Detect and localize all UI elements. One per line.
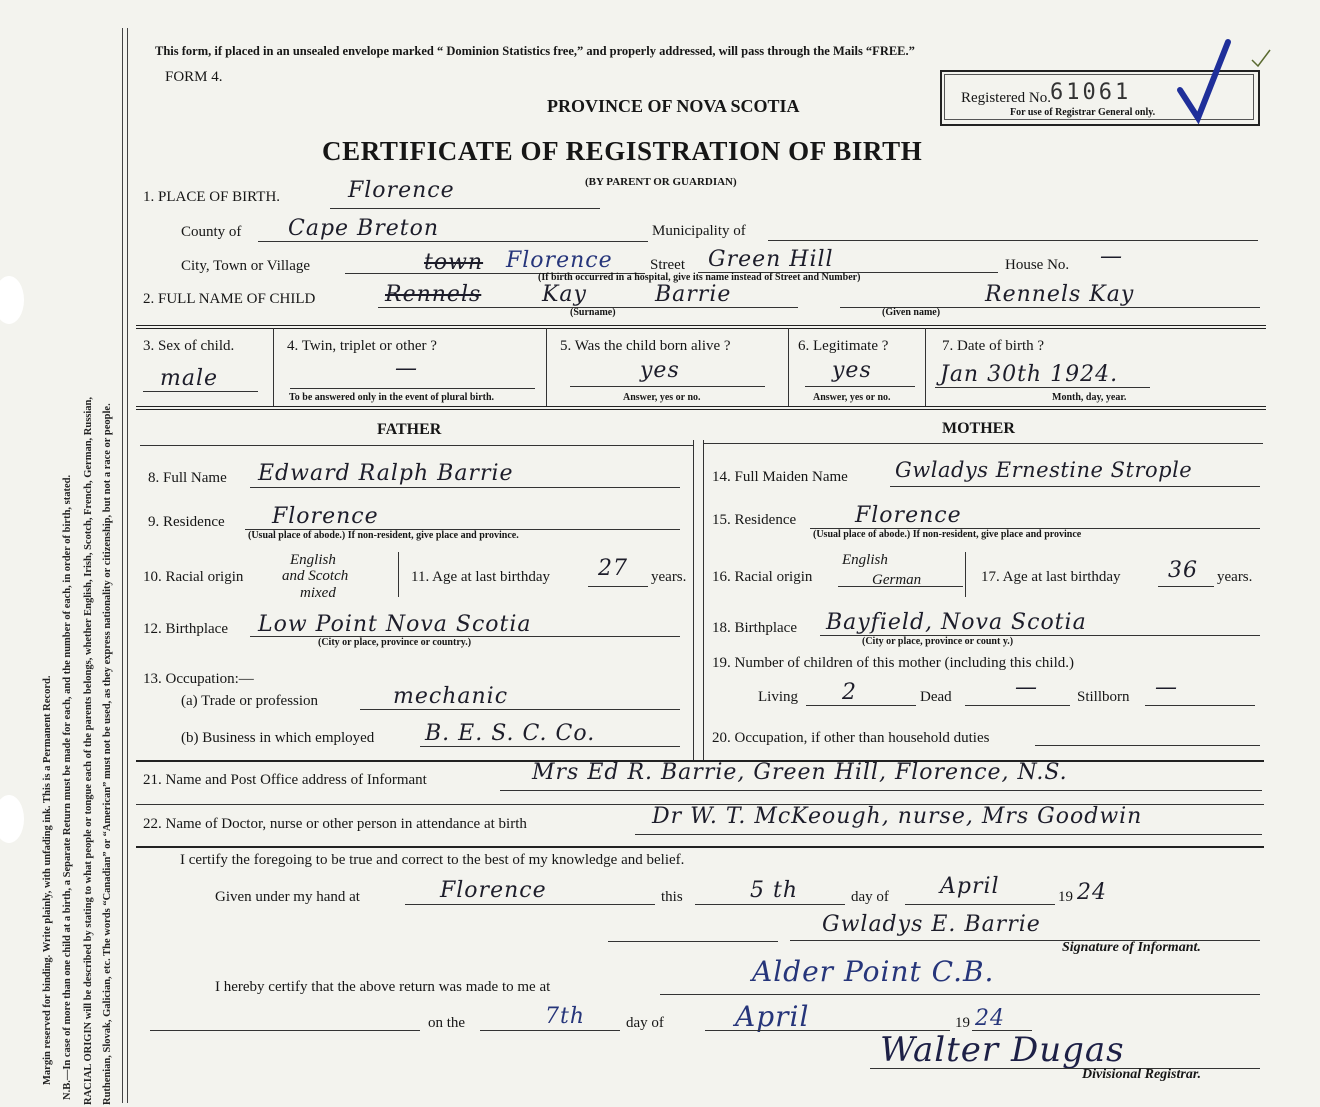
father-birthplace-note: (City or place, province or country.) (318, 637, 472, 648)
twin-label: 4. Twin, triplet or other ? (287, 338, 437, 354)
house-label: House No. (1005, 257, 1070, 273)
given-month: April (940, 874, 1000, 899)
place-of-birth-label: 1. PLACE OF BIRTH. (143, 189, 281, 205)
margin-line-inner (127, 28, 128, 1103)
mother-name-value: Gwladys Ernestine Strople (895, 458, 1193, 482)
registrar-signature: Walter Dugas (880, 1030, 1125, 1070)
informant-signature-label: Signature of Informant. (1062, 940, 1201, 955)
mother-name-label: 14. Full Maiden Name (712, 469, 848, 485)
date-value: Jan 30th 1924. (940, 362, 1119, 387)
dead-label: Dead (920, 689, 952, 705)
alive-note: Answer, yes or no. (623, 392, 701, 403)
mother-birthplace-label: 18. Birthplace (712, 620, 797, 636)
row3-divider-4 (925, 328, 926, 406)
mother-occupation-line (1035, 745, 1260, 746)
side-note-racial: RACIAL ORIGIN will be described by stating to what people or tongue each of the parents belongs, whether English, Irish, Scotch, French, German, Russian, (83, 396, 94, 1105)
father-racial-label: 10. Racial origin (143, 569, 244, 585)
trade-value: mechanic (393, 684, 509, 709)
given-year: 24 (1077, 880, 1107, 905)
father-years-label: years. (651, 569, 687, 585)
row3-divider-3 (788, 328, 789, 406)
alive-label: 5. Was the child born alive ? (560, 338, 731, 354)
registrar-day-of-label: day of (626, 1015, 664, 1031)
mother-birthplace-value: Bayfield, Nova Scotia (826, 610, 1087, 635)
father-racial-2: and Scotch (282, 568, 349, 584)
margin-line (122, 28, 123, 1103)
parents-divider-left (693, 440, 694, 760)
informant-signature-left-line (608, 941, 778, 942)
mother-abode-note: (Usual place of abode.) If non-resident, give place and province (813, 529, 1082, 540)
father-name-line (250, 487, 680, 488)
certify-statement: I certify the foregoing to be true and correct to the best of my knowledge and belief. (180, 852, 685, 868)
father-birthplace-label: 12. Birthplace (143, 621, 228, 637)
mother-age-line (1158, 586, 1214, 587)
twin-value: — (395, 356, 418, 381)
mother-racial-divider (965, 552, 966, 597)
mother-occupation-label: 20. Occupation, if other than household duties (712, 730, 990, 746)
trade-line (360, 709, 680, 710)
father-name-value: Edward Ralph Barrie (258, 461, 514, 486)
informant-label: 21. Name and Post Office address of Informant (143, 772, 427, 788)
legitimate-label: 6. Legitimate ? (798, 338, 889, 354)
punch-hole-bottom (0, 795, 24, 843)
father-heading: FATHER (377, 421, 442, 438)
registrar-place: Alder Point C.B. (752, 955, 995, 988)
stillborn-label: Stillborn (1077, 689, 1130, 705)
twin-note: To be answered only in the event of plural birth. (289, 392, 495, 403)
legitimate-line (805, 386, 915, 387)
father-racial-divider (398, 552, 399, 597)
registrar-year: 24 (975, 1006, 1005, 1031)
mother-age-value: 36 (1168, 558, 1198, 583)
doctor-label: 22. Name of Doctor, nurse or other person in attendance at birth (143, 816, 527, 832)
registrar-day-line (480, 1030, 620, 1031)
punch-hole-top (0, 276, 24, 324)
county-label: County of (181, 224, 242, 240)
given-year-prefix: 19 (1058, 889, 1073, 905)
province-heading: PROVINCE OF NOVA SCOTIA (547, 96, 800, 116)
parents-divider-right (703, 440, 704, 760)
side-note-plural: N.B.—In case of more than one child at a birth, a Separate Return must be made for each, and the number of each, in order of birth, stated. (62, 474, 73, 1100)
municipality-label: Municipality of (652, 223, 746, 239)
house-value: — (1100, 244, 1123, 269)
mother-racial-2: German (872, 572, 922, 588)
date-label: 7. Date of birth ? (942, 338, 1045, 354)
doctor-line (635, 834, 1262, 835)
trade-label: (a) Trade or profession (181, 693, 319, 709)
father-age-line (588, 586, 648, 587)
dead-line (965, 705, 1070, 706)
city-label: City, Town or Village (181, 258, 311, 274)
father-racial-1: English (290, 552, 336, 568)
row3-top-border (136, 325, 1266, 329)
child-given-name: Rennels Kay (985, 282, 1135, 307)
row3-divider-2 (546, 328, 547, 406)
dead-value: — (1015, 675, 1038, 700)
mother-residence-label: 15. Residence (712, 512, 797, 528)
father-heading-rule (140, 445, 693, 446)
registrar-month: April (735, 1000, 810, 1033)
legitimate-note: Answer, yes or no. (813, 392, 891, 403)
living-value: 2 (842, 680, 857, 705)
registrar-year-prefix: 19 (955, 1015, 970, 1031)
doctor-value: Dr W. T. McKeough, nurse, Mrs Goodwin (652, 804, 1143, 829)
given-day: 5 th (750, 878, 798, 903)
child-middle-name: Kay (542, 282, 587, 307)
mother-racial-label: 16. Racial origin (712, 569, 813, 585)
child-name-label: 2. FULL NAME OF CHILD (143, 291, 316, 307)
informant-value: Mrs Ed R. Barrie, Green Hill, Florence, N.S. (532, 760, 1068, 785)
father-racial-3: mixed (300, 585, 336, 601)
father-residence-label: 9. Residence (148, 514, 225, 530)
alive-line (570, 386, 765, 387)
registered-label: Registered No. (961, 90, 1051, 106)
father-name-label: 8. Full Name (148, 470, 227, 486)
doctor-rule (136, 846, 1264, 848)
informant-signature: Gwladys E. Barrie (822, 912, 1041, 937)
given-month-line (905, 904, 1055, 905)
hospital-note: (If birth occurred in a hospital, give its name instead of Street and Number) (538, 272, 861, 283)
registrar-on-label: on the (428, 1015, 466, 1031)
county-value: Cape Breton (288, 216, 440, 241)
registered-note: For use of Registrar General only. (1010, 107, 1156, 118)
certificate-title: CERTIFICATE OF REGISTRATION OF BIRTH (322, 136, 923, 166)
given-label: Given under my hand at (215, 889, 360, 905)
father-birthplace-value: Low Point Nova Scotia (258, 612, 532, 637)
twin-line (290, 388, 535, 389)
father-age-label: 11. Age at last birthday (411, 569, 550, 585)
city-struck-value: town (424, 250, 484, 275)
mother-racial-line (838, 586, 963, 587)
occupation-label: 13. Occupation:— (143, 671, 254, 687)
business-line (420, 746, 680, 747)
row3-bottom-border (136, 406, 1266, 410)
given-day-line (695, 904, 845, 905)
registrar-statement: I hereby certify that the above return was made to me at (215, 979, 551, 995)
stillborn-line (1145, 705, 1255, 706)
registrar-signature-line (870, 1068, 1260, 1069)
mother-residence-value: Florence (855, 503, 962, 528)
county-line (258, 241, 648, 242)
legitimate-value: yes (832, 358, 872, 383)
sex-value: male (160, 366, 219, 391)
street-label: Street (650, 257, 685, 273)
children-label: 19. Number of children of this mother (including this child.) (712, 655, 1075, 671)
sex-label: 3. Sex of child. (143, 338, 235, 354)
business-label: (b) Business in which employed (181, 730, 375, 746)
certificate-subtitle: (BY PARENT OR GUARDIAN) (585, 176, 737, 188)
father-residence-value: Florence (272, 504, 379, 529)
city-value: Florence (506, 248, 613, 273)
stillborn-value: — (1155, 675, 1178, 700)
father-age-value: 27 (598, 556, 628, 581)
surname-label: (Surname) (570, 307, 616, 318)
registrar-signature-label: Divisional Registrar. (1082, 1067, 1202, 1082)
mother-name-line (890, 486, 1260, 487)
registrar-on-lead-line (150, 1030, 420, 1031)
child-surname: Barrie (655, 282, 732, 307)
mother-heading: MOTHER (942, 420, 1015, 437)
informant-line (500, 790, 1262, 791)
street-value: Green Hill (708, 247, 834, 272)
side-note-binding: Margin reserved for binding. Write plainly, with unfading ink. This is a Permanent Record. (42, 675, 53, 1085)
given-day-of-label: day of (851, 889, 889, 905)
sex-line (143, 391, 258, 392)
row3-divider-1 (273, 328, 274, 406)
mother-racial-1: English (842, 552, 888, 568)
registered-number: 61061 (1050, 80, 1132, 105)
municipality-line (768, 240, 1258, 241)
mother-age-label: 17. Age at last birthday (981, 569, 1121, 585)
place-of-birth-value: Florence (348, 178, 455, 203)
date-line (935, 387, 1150, 388)
given-this-label: this (661, 889, 683, 905)
mother-years-label: years. (1217, 569, 1253, 585)
form-number: FORM 4. (165, 69, 223, 85)
check-mark-icon (1170, 30, 1280, 130)
living-line (806, 705, 916, 706)
registrar-day: 7th (545, 1004, 586, 1029)
date-note: Month, day, year. (1052, 392, 1127, 403)
given-name-label: (Given name) (882, 307, 941, 318)
alive-value: yes (640, 358, 680, 383)
business-value: B. E. S. C. Co. (425, 721, 596, 746)
registrar-place-line (660, 994, 1260, 995)
place-of-birth-line (330, 208, 600, 209)
child-struck-name: Rennels (385, 282, 482, 307)
given-place: Florence (440, 878, 547, 903)
mail-notice: This form, if placed in an unsealed envelope marked “ Dominion Statistics free,” and properly addressed, will pass through the Mails “FREE.” (155, 44, 915, 58)
father-abode-note: (Usual place of abode.) If non-resident, give place and province. (248, 530, 519, 541)
side-note-racial-cont: Ruthenian, Slovak, Galician, etc. The words “Canadian” or “American” must not be used, as they express nationality or citizenship, but not a race or people. (102, 403, 113, 1105)
mother-birthplace-note: (City or place, province or count y.) (862, 636, 1014, 647)
living-label: Living (758, 689, 798, 705)
given-place-line (405, 904, 655, 905)
mother-heading-rule (703, 443, 1263, 444)
